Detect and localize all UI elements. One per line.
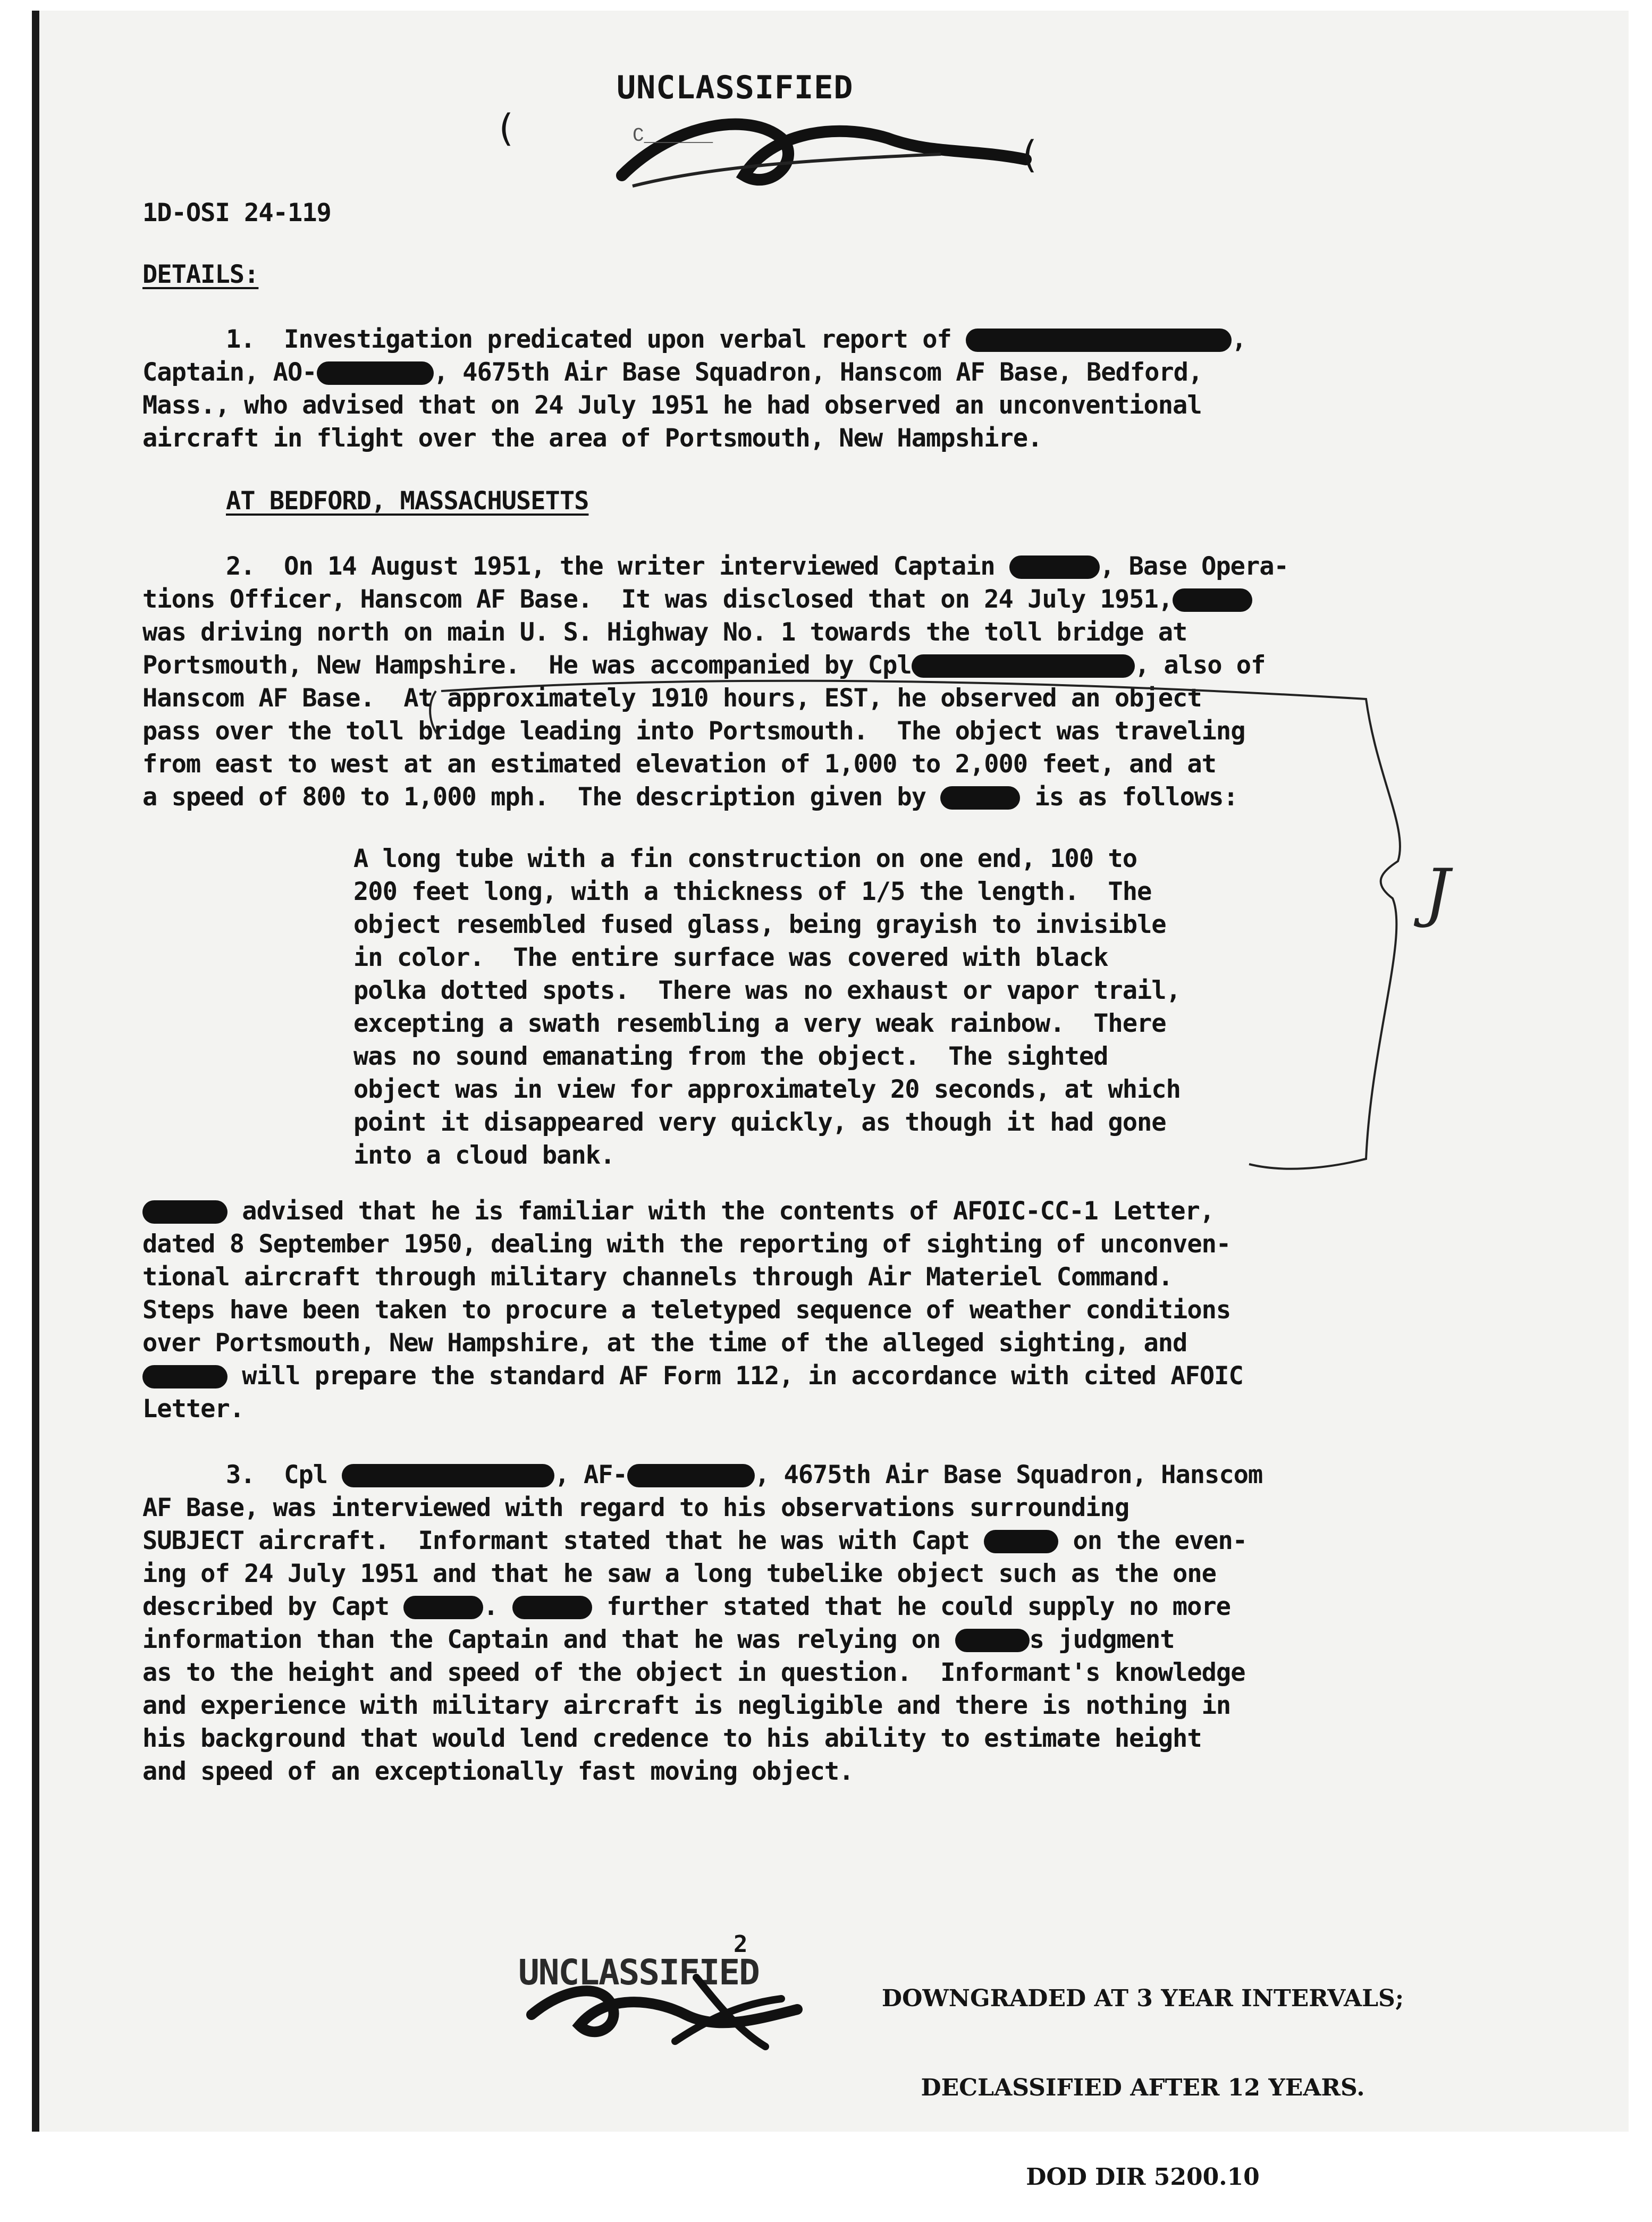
para3-line5: described by Capt . further stated that he could supply no more xyxy=(142,1592,1230,1621)
para3-line2: AF Base, was interviewed with regard to his observations surrounding xyxy=(142,1493,1130,1522)
file-number: 1D-OSI 24-119 xyxy=(142,198,331,228)
para3-line10: and speed of an exceptionally fast moving object. xyxy=(142,1757,854,1786)
para2-line7: from east to west at an estimated elevation of 1,000 to 2,000 feet, and at xyxy=(142,750,1216,779)
para3-line3: SUBJECT aircraft. Informant stated that he was with Capt on the even- xyxy=(142,1526,1248,1555)
redaction xyxy=(1173,588,1252,612)
quote-line: object was in view for approximately 20 seconds, at which xyxy=(353,1075,1181,1104)
quote-line: A long tube with a fin construction on one end, 100 to xyxy=(353,844,1137,873)
para2-line8: a speed of 800 to 1,000 mph. The description given by is as follows: xyxy=(142,782,1238,812)
strikeout-scribble-top xyxy=(611,101,1047,207)
quote-line: polka dotted spots. There was no exhaust or vapor trail, xyxy=(353,976,1181,1005)
quote-line: excepting a swath resembling a very weak rainbow. There xyxy=(353,1009,1166,1038)
paren-mark-left: ( xyxy=(494,106,517,150)
redaction xyxy=(142,1365,227,1388)
stamp-line: DOWNGRADED AT 3 YEAR INTERVALS; xyxy=(881,1985,1404,2012)
para3-line6: information than the Captain and that he was relying on s judgment xyxy=(142,1625,1175,1654)
para3-line9: his background that would lend credence to his ability to estimate height xyxy=(142,1724,1202,1753)
details-heading: DETAILS: xyxy=(142,260,259,289)
para2b-line3: tional aircraft through military channels through Air Materiel Command. xyxy=(142,1262,1173,1292)
para1-line3: Mass., who advised that on 24 July 1951 he had observed an unconventional xyxy=(142,391,1202,420)
para3-line7: as to the height and speed of the object in question. Informant's knowledge xyxy=(142,1658,1245,1687)
svg-text:C______: C______ xyxy=(633,125,713,147)
para1-line4: aircraft in flight over the area of Portsmouth, New Hampshire. xyxy=(142,424,1042,453)
para2-line1: 2. On 14 August 1951, the writer interviewed Captain , Base Opera- xyxy=(226,552,1288,581)
para2b-line5: over Portsmouth, New Hampshire, at the time of the alleged sighting, and xyxy=(142,1328,1187,1358)
redaction xyxy=(317,361,434,385)
para2b-line6: will prepare the standard AF Form 112, in accordance with cited AFOIC xyxy=(142,1360,1243,1393)
quote-line: 200 feet long, with a thickness of 1/5 the length. The xyxy=(353,877,1152,906)
quote-line: in color. The entire surface was covered with black xyxy=(353,943,1108,972)
redaction xyxy=(984,1530,1058,1553)
para2b-line7: Letter. xyxy=(142,1394,245,1424)
para1-line2: Captain, AO- , 4675th Air Base Squadron, Hanscom AF Base, Bedford, xyxy=(142,358,1203,387)
para2-line2: tions Officer, Hanscom AF Base. It was disclosed that on 24 July 1951, xyxy=(142,583,1252,616)
para1-line1: 1. Investigation predicated upon verbal report of , xyxy=(226,325,1246,354)
quote-line: point it disappeared very quickly, as though it had gone xyxy=(353,1108,1166,1137)
classification-marking-top: UNCLASSIFIED xyxy=(617,69,854,106)
para2b-line1: advised that he is familiar with the contents of AFOIC-CC-1 Letter, xyxy=(142,1195,1214,1228)
para2b-line4: Steps have been taken to procure a teletyped sequence of weather conditions xyxy=(142,1295,1231,1325)
para2-line4: Portsmouth, New Hampshire. He was accompanied by Cpl , also of xyxy=(142,651,1266,680)
redaction xyxy=(403,1596,483,1619)
para3-line8: and experience with military aircraft is negligible and there is nothing in xyxy=(142,1691,1231,1720)
quote-line: was no sound emanating from the object. The sighted xyxy=(353,1042,1108,1071)
redaction xyxy=(512,1596,592,1619)
classification-marking-bottom: UNCLASSIFIED xyxy=(518,1952,759,1993)
redaction xyxy=(142,1200,227,1224)
para2b-line2: dated 8 September 1950, dealing with the reporting of sighting of unconven- xyxy=(142,1230,1231,1259)
stamp-line: DOD DIR 5200.10 xyxy=(1026,2164,1260,2191)
strikeout-scribble-bottom xyxy=(516,1956,813,2052)
quote-line: object resembled fused glass, being grayish to invisible xyxy=(353,910,1166,939)
para2-line3: was driving north on main U. S. Highway No. 1 towards the toll bridge at xyxy=(142,618,1187,647)
page-number: 2 xyxy=(734,1931,748,1958)
redaction xyxy=(1009,556,1100,579)
paren-mark-right: ( xyxy=(1018,133,1041,176)
para3-line4: ing of 24 July 1951 and that he saw a long tubelike object such as the one xyxy=(142,1559,1216,1588)
location-heading: AT BEDFORD, MASSACHUSETTS xyxy=(226,486,589,516)
downgrade-stamp xyxy=(872,1924,1414,2222)
stamp-line: DECLASSIFIED AFTER 12 YEARS. xyxy=(921,2074,1365,2101)
para2-line5: Hanscom AF Base. At approximately 1910 hours, EST, he observed an object xyxy=(142,684,1202,713)
margin-handwritten-mark: J xyxy=(1425,856,1451,930)
quote-line: into a cloud bank. xyxy=(353,1141,615,1170)
redaction xyxy=(342,1464,554,1487)
para3-line1: 3. Cpl , AF- , 4675th Air Base Squadron, Hanscom xyxy=(226,1460,1263,1489)
redaction xyxy=(955,1629,1030,1652)
redaction xyxy=(627,1464,755,1487)
para2-line6: pass over the toll bridge leading into Portsmouth. The object was traveling xyxy=(142,717,1245,746)
redaction xyxy=(966,329,1232,352)
